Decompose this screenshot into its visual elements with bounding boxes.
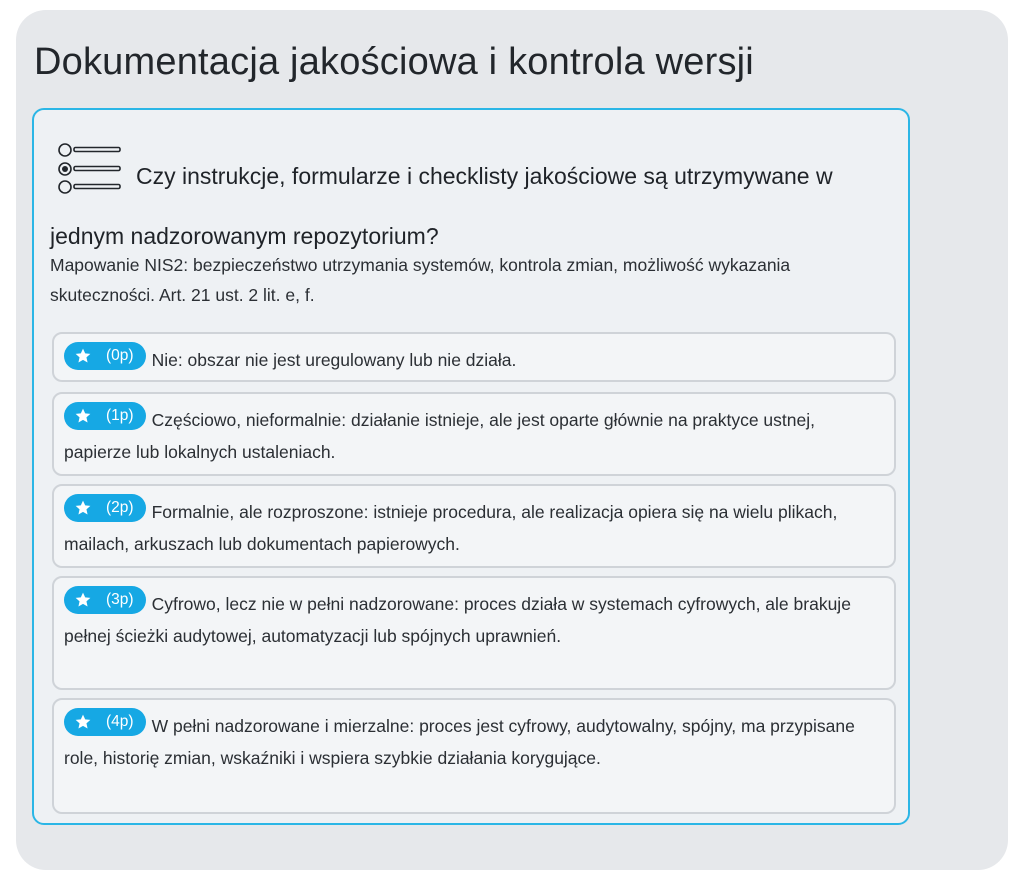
section-title: Dokumentacja jakościowa i kontrola wersji [34,41,754,83]
question-hint: Mapowanie NIS2: bezpieczeństwo utrzymania systemów, kontrola zmian, możliwość wykazania skuteczności. Art. 21 ust. 2 lit. e, f. [50,255,791,305]
points-label: (0p) [106,347,134,364]
points-badge [64,342,146,370]
points-badge [64,402,146,430]
option-text: Formalnie, ale rozproszone: istnieje procedura, ale realizacja opiera się na wielu plikach, mailach, arkuszach lub dokumentach papierowych. [64,502,838,554]
option-text: Częściowo, nieformalnie: działanie istnieje, ale jest oparte głównie na praktyce ustnej, papierze lub lokalnych ustaleniach. [64,410,815,462]
option-text: Nie: obszar nie jest uregulowany lub nie działa. [151,350,517,370]
star-icon [74,591,92,609]
option-text: Cyfrowo, lecz nie w pełni nadzorowane: proces działa w systemach cyfrowych, ale brakuje pełnej ścieżki audytowej, automatyzacji lub spójnych uprawnień. [64,594,851,646]
answer-option-1p[interactable] [52,392,896,476]
points-badge [64,494,146,522]
question-card [32,108,910,825]
answer-option-4p[interactable] [52,698,896,814]
answer-option-3p[interactable] [52,576,896,690]
points-label: (3p) [106,591,134,608]
star-icon [74,713,92,731]
star-icon [74,347,92,365]
points-label: (2p) [106,499,134,516]
star-icon [74,499,92,517]
points-badge [64,708,146,736]
star-icon [74,407,92,425]
points-label: (4p) [106,713,134,730]
points-badge [64,586,146,614]
question-text: Czy instrukcje, formularze i checklisty jakościowe są utrzymywane w jednym nadzorowanym repozytorium? [50,163,833,249]
option-text: W pełni nadzorowane i mierzalne: proces jest cyfrowy, audytowalny, spójny, ma przypisane role, historię zmian, wskaźniki i wspiera szybkie działania korygujące. [64,716,855,768]
answer-option-0p[interactable] [52,332,896,382]
answer-option-2p[interactable] [52,484,896,568]
points-label: (1p) [106,407,134,424]
